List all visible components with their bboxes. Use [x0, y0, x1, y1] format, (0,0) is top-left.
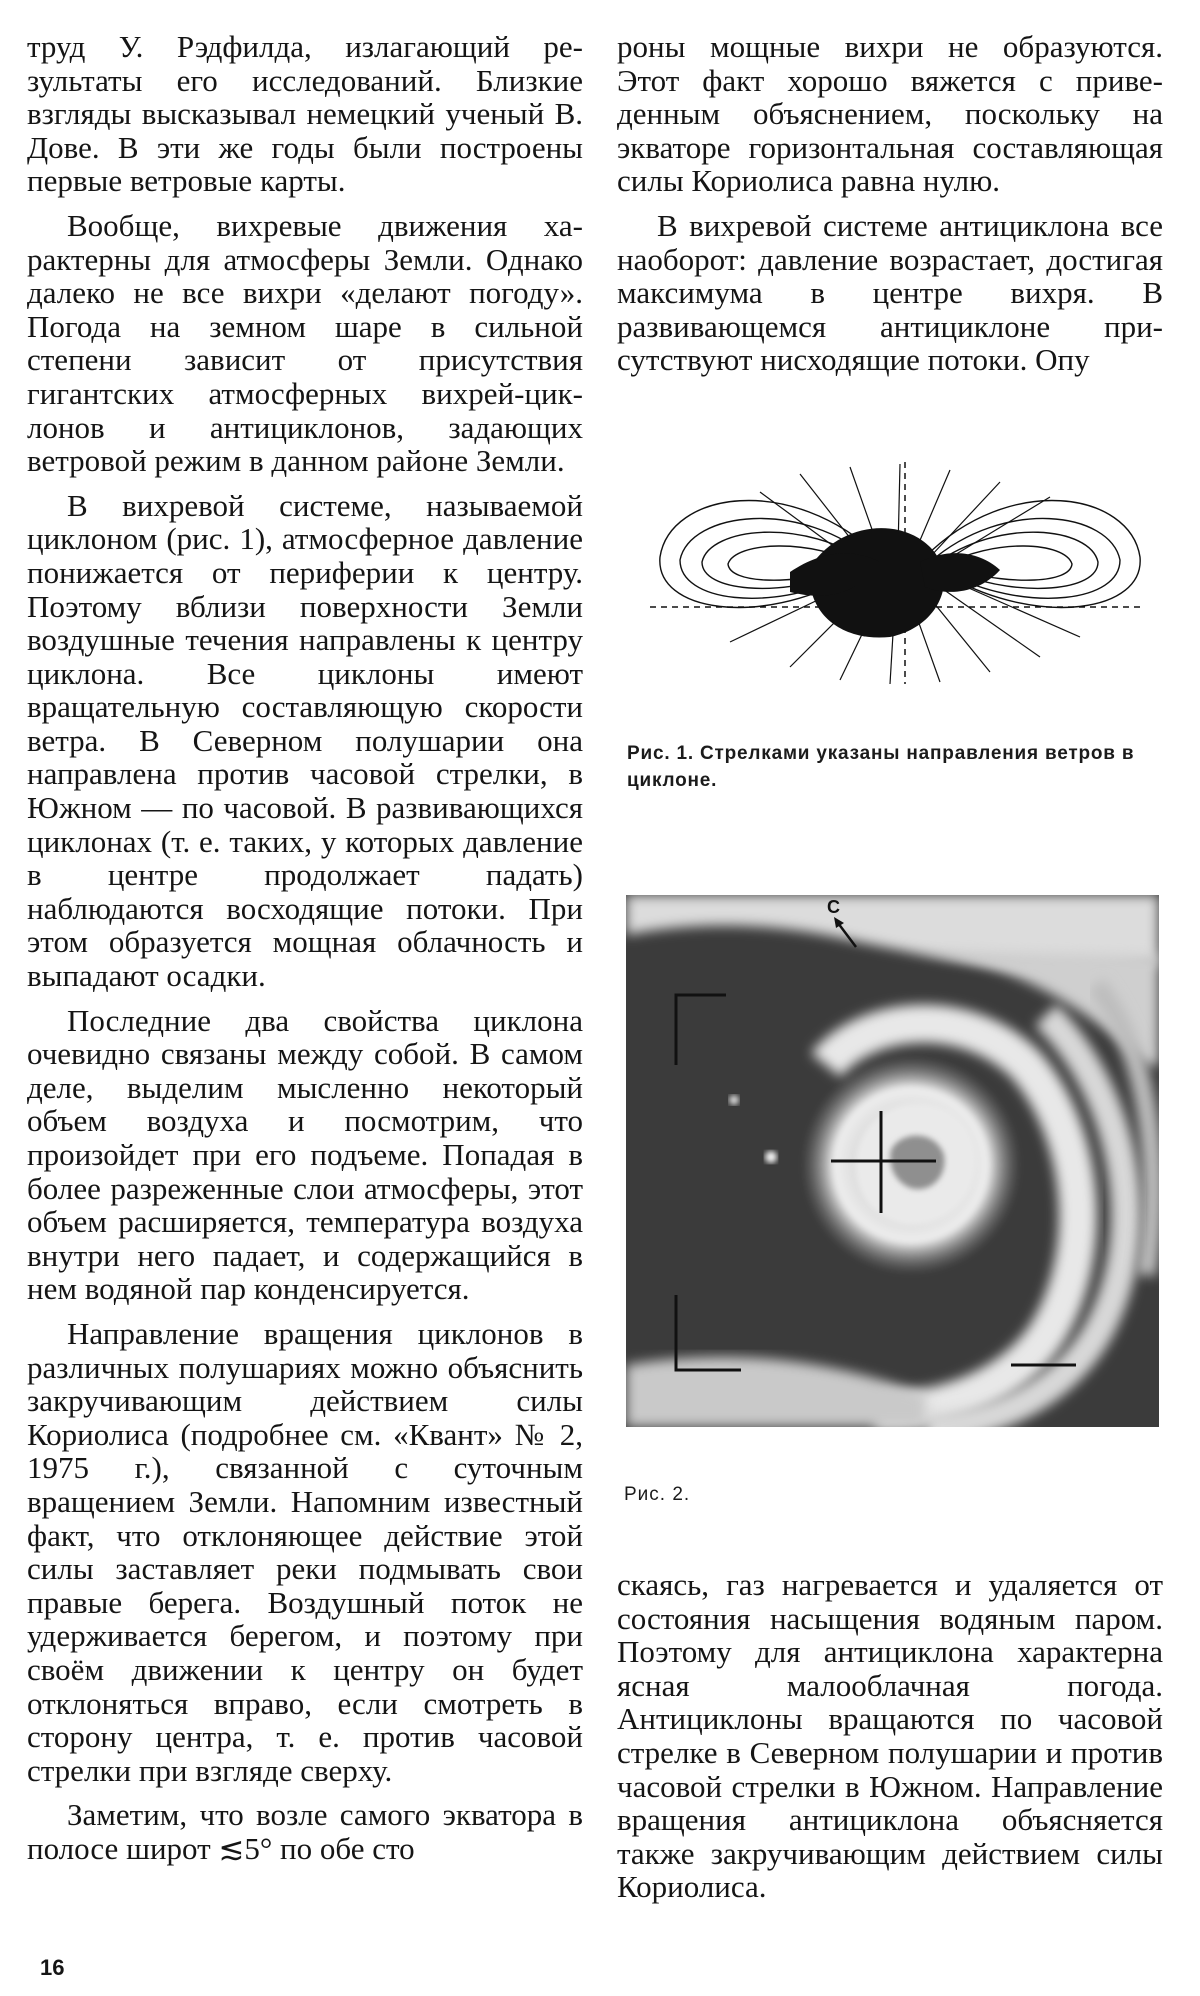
paragraph: труд У. Рэдфилда, излагающий результаты его исследований. Близкие взгляды высказывал немецкий ученый В. Дове. В эти же годы были построены первые ветровые карты. — [27, 29, 583, 199]
paragraph: Вообще, вихревые движения характерны для атмосферы Земли. Однако далеко не все вихри «делают погоду». Погода на земном шаре в сильной степени зависит от присутствия гигантских атмосферных вихрей-циклонов и антициклонов, задающих ветровой режим в данном районе Земли. — [27, 207, 583, 479]
figure-1-cyclone-diagram — [640, 452, 1152, 687]
right-column-bottom — [617, 1568, 1163, 1915]
figure-1-caption: Рис. 1. Стрелками указаны направления ветров в циклоне. — [627, 743, 1135, 791]
figure-2-satellite-photo — [626, 895, 1159, 1427]
paragraph: роны мощные вихри не образуются. Этот факт хорошо вяжется с приведенным объяснением, поскольку на экваторе горизонтальная составляющая силы Кориолиса равна нулю. — [617, 29, 1163, 199]
paragraph: Заметим, что возле самого экватора в полосе широт ≲5° по обе сто — [27, 1797, 583, 1866]
north-label: С — [827, 897, 840, 917]
cyclone-satellite-image — [626, 895, 1159, 1427]
paragraph: Направление вращения циклонов в различных полушариях можно объяснить закручивающим действием силы Кориолиса (подробнее см. «Квант» № 2, 1975 г.), связанной с суточным вращением Земли. Напомним известный факт, что отклоняющее действие этой силы заставляет реки подмывать свои правые берега. Воздушный поток не удерживается берегом, и поэтому при своём движении к центру он будет отклоняться вправо, если смотреть в сторону центра, т. е. против часовой стрелки при взгляде сверху. — [27, 1315, 583, 1788]
paragraph: В вихревой системе, называемой циклоном (рис. 1), атмосферное давление понижается от периферии к центру. Поэтому вблизи поверхности Земли воздушные течения направлены к центру циклона. Все циклоны имеют вращательную составляющую скорости ветра. В Северном полушарии она направлена против часовой стрелки, в Южном — по часовой. В развивающихся циклонах (т. е. таких, у которых давление в центре продолжает падать) наблюдаются восходящие потоки. При этом образуется мощная облачность и выпадают осадки. — [27, 487, 583, 994]
page-number: 16 — [40, 1955, 65, 1980]
left-column — [27, 30, 583, 1876]
figure-2-caption: Рис. 2. — [624, 1484, 691, 1505]
cyclone-wind-diagram — [640, 452, 1152, 687]
right-column-top — [617, 30, 1163, 388]
paragraph: В вихревой системе антициклона все наоборот: давление возрастает, достигая максимума в центре вихря. В развивающемся антициклоне присутствуют нисходящие потоки. Опу — [617, 207, 1163, 378]
paragraph: скаясь, газ нагревается и удаляется от состояния насыщения водяным паром. Поэтому для антициклона характерна ясная малооблачная погода. Антициклоны вращаются по часовой стрелке в Северном полушарии и против часовой стрелки в Южном. Направление вращения антициклона объясняется также закручивающим действием силы Кориолиса. — [617, 1567, 1163, 1905]
paragraph: Последние два свойства циклона очевидно связаны между собой. В самом деле, выделим мысленно некоторый объем воздуха и посмотрим, что произойдет при его подъеме. Попадая в более разреженные слои атмосферы, этот объем расширяется, температура воздуха внутри него падает, и содержащийся в нем водяной пар конденсируется. — [27, 1002, 583, 1307]
